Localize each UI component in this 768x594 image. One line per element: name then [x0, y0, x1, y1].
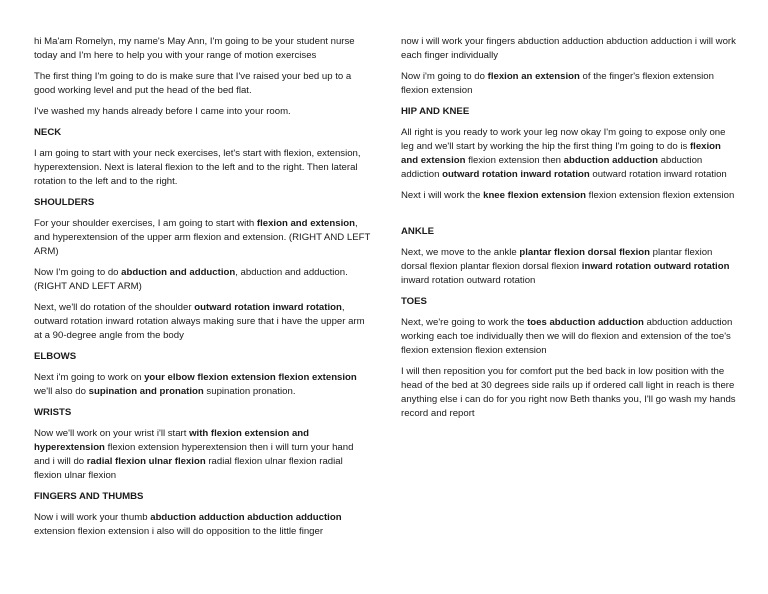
paragraph-intro: The first thing I'm going to do is make sure that I've raised your bed up to a good working level and put the head of the bed flat.: [34, 71, 352, 96]
bold-term: outward rotation inward rotation: [194, 302, 342, 313]
text-run: inward rotation outward rotation: [401, 275, 536, 286]
paragraph-shoulders: [34, 301, 372, 343]
text-run: plantar flexion dorsal flexion plantar flexion dorsal flexion: [401, 247, 713, 272]
bold-term: abduction adduction: [563, 155, 658, 166]
paragraph-toes: [401, 316, 739, 358]
paragraph-toes: I will then reposition you for comfort put the bed back in low position with the head of the bed at 30 degrees side rails up if ordered call light in reach is there anything else i can do for you right now Beth thanks you, I'll go wash my hands record and report: [401, 366, 736, 419]
text-run: Next, we'll do rotation of the shoulder: [34, 302, 195, 313]
paragraph-shoulders: [34, 217, 372, 259]
text-run: outward rotation inward rotation: [589, 169, 727, 180]
text-run: Now i'm going to do: [401, 71, 488, 82]
text-run: Now i will work your thumb: [34, 512, 151, 523]
text-run: radial flexion ulnar flexion radial flexion ulnar flexion: [34, 456, 343, 481]
text-run: Next, we're going to work the: [401, 317, 528, 328]
section-heading-hip-and-knee: HIP AND KNEE: [401, 106, 470, 117]
text-run: Next i will work the: [401, 190, 484, 201]
text-run: All right is you ready to work your leg now okay I'm going to expose only one leg and we'll start by working the hip the first thing I'm going to do is: [401, 127, 726, 152]
paragraph-intro: [401, 70, 739, 98]
paragraph-neck: I am going to start with your neck exercises, let's start with flexion, extension, hyperextension. Next is lateral flexion to the left and to the right. Then lateral rotation to the left and to the right.: [34, 148, 361, 187]
text-run: For your shoulder exercises, I am going to start with: [34, 218, 257, 229]
paragraph-intro: hi Ma'am Romelyn, my name's May Ann, I'm going to be your student nurse today and I'm here to help you with your range of motion exercises: [34, 36, 355, 61]
bold-term: flexion an extension: [487, 71, 580, 82]
paragraph-intro: now i will work your fingers abduction adduction abduction adduction i will work each finger individually: [401, 36, 736, 61]
bold-term: outward rotation inward rotation: [442, 169, 590, 180]
bold-term: knee flexion extension: [483, 190, 587, 201]
text-run: Next, we move to the ankle: [401, 247, 520, 258]
text-run: flexion extension flexion extension: [586, 190, 735, 201]
text-run: , abduction and adduction. (RIGHT AND LEFT ARM): [34, 267, 348, 292]
section-heading-neck: NECK: [34, 127, 62, 138]
text-run: supination pronation.: [203, 386, 296, 397]
text-run: , and hyperextension of the upper arm flexion and extension. (RIGHT AND LEFT ARM): [34, 218, 371, 257]
bold-term: flexion and extension: [401, 141, 721, 166]
text-run: , outward rotation inward rotation always making sure that i have the upper arm at a 90-degree angle from the body: [34, 302, 365, 341]
spacer: [401, 210, 739, 225]
section-heading-wrists: WRISTS: [34, 407, 72, 418]
paragraph-shoulders: [34, 266, 372, 294]
bold-term: inward rotation outward rotation: [581, 261, 730, 272]
bold-term: toes abduction adduction: [527, 317, 644, 328]
paragraph-fingers-and-thumbs: [34, 511, 372, 539]
paragraph-hip-and-knee: [401, 126, 739, 182]
section-heading-toes: TOES: [401, 296, 427, 307]
bold-term: abduction and adduction: [121, 267, 236, 278]
paragraph-elbows: [34, 371, 372, 399]
text-run: flexion extension then: [465, 155, 564, 166]
paragraph-hip-and-knee: [401, 189, 739, 203]
text-run: abduction adduction working each toe individually then we will do flexion and extension of the toe's flexion extension flexion extension: [401, 317, 733, 356]
text-run: Now I'm going to do: [34, 267, 122, 278]
bold-term: your elbow flexion extension flexion extension: [144, 372, 357, 383]
text-run: we'll also do: [34, 386, 89, 397]
section-heading-elbows: ELBOWS: [34, 351, 77, 362]
bold-term: supination and pronation: [88, 386, 204, 397]
section-heading-shoulders: SHOULDERS: [34, 197, 95, 208]
text-run: extension flexion extension i also will do opposition to the little finger: [34, 526, 324, 537]
bold-term: flexion and extension: [256, 218, 355, 229]
paragraph-ankle: [401, 246, 739, 288]
paragraph-wrists: [34, 427, 372, 483]
text-run: Now we'll work on your wrist i'll start: [34, 428, 190, 439]
bold-term: with flexion extension and hyperextension: [34, 428, 310, 453]
paragraph-intro: I've washed my hands already before I came into your room.: [34, 106, 291, 117]
text-run: Next i'm going to work on: [34, 372, 145, 383]
text-run: of the finger's flexion extension flexion extension: [401, 71, 714, 96]
text-run: flexion extension hyperextension then i will turn your hand and i will do: [34, 442, 354, 467]
right-column: [401, 35, 739, 428]
text-run: abduction addiction: [401, 155, 703, 180]
left-column: [34, 35, 372, 546]
section-heading-ankle: ANKLE: [401, 226, 435, 237]
bold-term: plantar flexion dorsal flexion: [519, 247, 650, 258]
bold-term: radial flexion ulnar flexion: [86, 456, 206, 467]
section-heading-fingers-and-thumbs: FINGERS AND THUMBS: [34, 491, 144, 502]
bold-term: abduction adduction abduction adduction: [150, 512, 342, 523]
